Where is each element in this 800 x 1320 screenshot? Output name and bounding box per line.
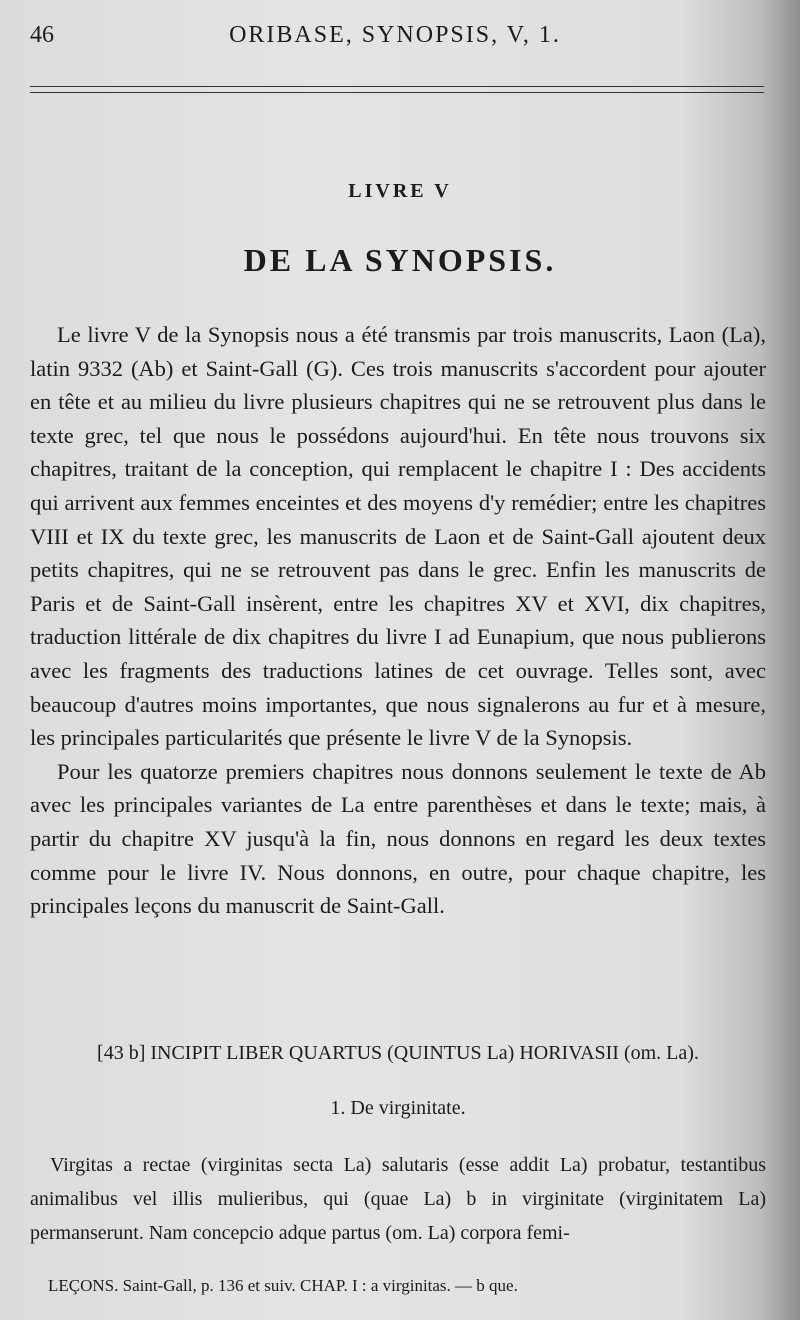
- chapter-text: [30, 1148, 766, 1250]
- incipit-line: [43 b] INCIPIT LIBER QUARTUS (QUINTUS La) HORIVASII (om. La).: [97, 1042, 699, 1064]
- page-header: [30, 22, 760, 58]
- book-label: LIVRE V: [348, 180, 452, 202]
- footnote: LEÇONS. Saint-Gall, p. 136 et suiv. CHAP. I : a virginitas. — b que.: [48, 1276, 518, 1295]
- page-number: 46: [30, 22, 54, 48]
- intro-text: [30, 318, 766, 923]
- running-head: ORIBASE, SYNOPSIS, V, 1.: [229, 22, 561, 48]
- book-title: DE LA SYNOPSIS.: [243, 242, 557, 278]
- header-rule: [30, 86, 764, 93]
- intro-paragraph-1: Le livre V de la Synopsis nous a été transmis par trois manuscrits, Laon (La), latin 9332 (Ab) et Saint-Gall (G). Ces trois manuscrits s'accordent pour ajouter en tête et au milieu du livre plusieurs chapitres qui ne se retrouvent plus dans le texte grec, tel que nous le possédons aujourd'hui. En tête nous trouvons six chapitres, traitant de la conception, qui remplacent le chapitre I : Des accidents qui arrivent aux femmes enceintes et des moyens d'y remédier; entre les chapitres VIII et IX du texte grec, les manuscrits de Laon et de Saint-Gall ajoutent deux petits chapitres, qui ne se retrouvent pas dans le grec. Enfin les manuscrits de Paris et de Saint-Gall insèrent, entre les chapitres XV et XVI, dix chapitres, traduction littérale de dix chapitres du livre I ad Eunapium, que nous publierons avec les fragments des traductions latines de cet ouvrage. Telles sont, avec beaucoup d'autres moins importantes, que nous signalerons au fur et à mesure, les principales particularités que présente le livre V de la Synopsis.: [30, 322, 766, 751]
- chapter-paragraph: Virgitas a rectae (virginitas secta La) salutaris (esse addit La) probatur, testantibus animalibus vel illis mulieribus, qui (quae La) b in virginitate (virginitatem La) permanserunt. Nam concepcio adque partus (om. La) corpora femi-: [30, 1154, 766, 1244]
- intro-paragraph-2: Pour les quatorze premiers chapitres nous donnons seulement le texte de Ab avec les principales variantes de La entre parenthèses et dans le texte; mais, à partir du chapitre XV jusqu'à la fin, nous donnons en regard les deux textes comme pour le livre IV. Nous donnons, en outre, pour chaque chapitre, les principales leçons du manuscrit de Saint-Gall.: [30, 758, 766, 919]
- chapter-heading: 1. De virginitate.: [330, 1097, 466, 1119]
